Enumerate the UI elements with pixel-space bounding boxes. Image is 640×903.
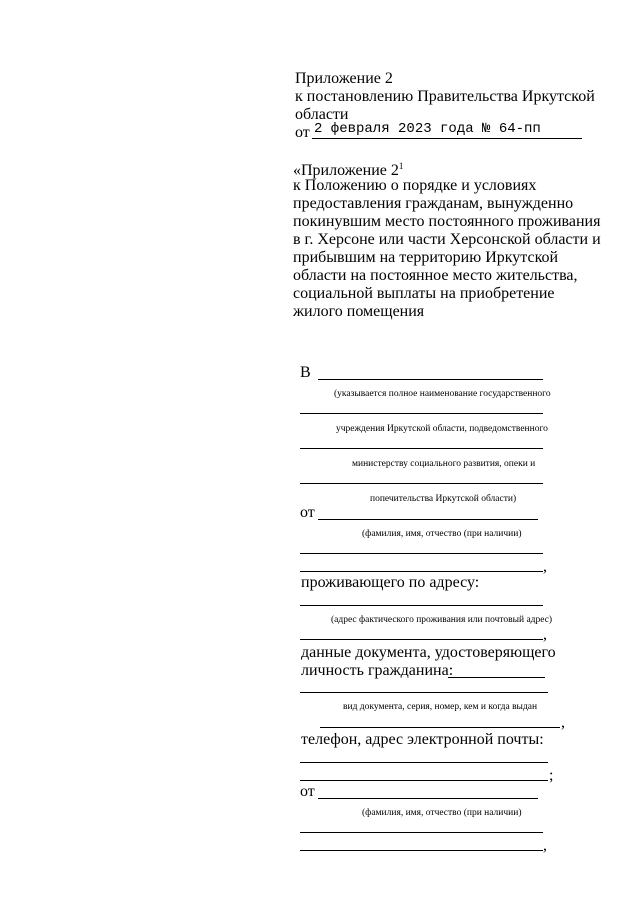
regulation-line: социальной выплаты на приобретение [293,285,555,302]
comma-mark: , [561,714,565,731]
document-field-line[interactable] [320,727,560,728]
applicant-name-field-line[interactable] [300,553,543,554]
document-hint: вид документа, серия, номер, кем и когда выдан [343,702,538,712]
institution-hint: учреждения Иркутской области, подведомственного [336,424,548,434]
institution-hint: попечительства Иркутской области) [370,494,517,504]
appendix-title: Приложение 2 [295,70,393,87]
comma-mark: , [543,837,547,854]
regulation-line: прибывшим на территорию Иркутской [293,249,559,266]
regulation-line: предоставления гражданам, вынужденно [293,195,574,212]
date-from-label: от [295,124,310,141]
institution-field-line[interactable] [300,483,543,484]
from-label: от [300,783,315,800]
applicant-name-field-line[interactable] [318,519,538,520]
institution-hint: (указывается полное наименование государственного [334,389,551,399]
document-field-line[interactable] [300,692,548,693]
institution-field-line[interactable] [318,379,543,380]
regulation-line: к Положению о порядке и условиях [293,177,537,194]
address-label: проживающего по адресу: [301,574,480,591]
date-underline [312,138,582,139]
contacts-field-line[interactable] [300,762,548,763]
resolution-date-number: 2 февраля 2023 года № 64-пп [314,121,541,137]
institution-field-line[interactable] [300,413,543,414]
institution-field-line[interactable] [300,448,543,449]
regulation-line: в г. Херсоне или части Херсонской области и [293,231,601,248]
contacts-label: телефон, адрес электронной почты: [301,731,544,748]
to-label: В [300,364,311,381]
document-field-line[interactable] [448,677,545,678]
regulation-line: жилого помещения [293,303,425,320]
address-field-line[interactable] [300,639,543,640]
contacts-field-line[interactable] [300,780,548,781]
fio-hint: (фамилия, имя, отчество (при наличии) [362,529,522,539]
institution-hint: министерству социального развития, опеки и [352,459,536,469]
comma-mark: , [543,626,547,643]
representative-name-field-line[interactable] [300,832,543,833]
applicant-name-field-line[interactable] [300,571,543,572]
regulation-line: покинувшим место постоянного проживания [293,213,601,230]
resolution-line: к постановлению Правительства Иркутской [295,88,595,105]
regulation-line: области на постоянное место жительства, [293,267,578,284]
representative-name-field-line[interactable] [300,850,543,851]
semicolon-mark: ; [549,767,554,784]
superscript: 1 [398,161,404,171]
document-label: данные документа, удостоверяющего [301,644,556,661]
representative-name-field-line[interactable] [318,798,538,799]
comma-mark: , [543,558,547,575]
document-label: личность гражданина: [301,662,454,679]
fio-hint: (фамилия, имя, отчество (при наличии) [362,808,522,818]
region-line: области [295,106,349,123]
appendix-2-1-title: «Приложение $2^1$ [293,161,404,179]
from-label: от [300,504,315,521]
address-hint: (адрес фактического проживания или почтовый адрес) [331,615,553,625]
address-field-line[interactable] [300,605,543,606]
